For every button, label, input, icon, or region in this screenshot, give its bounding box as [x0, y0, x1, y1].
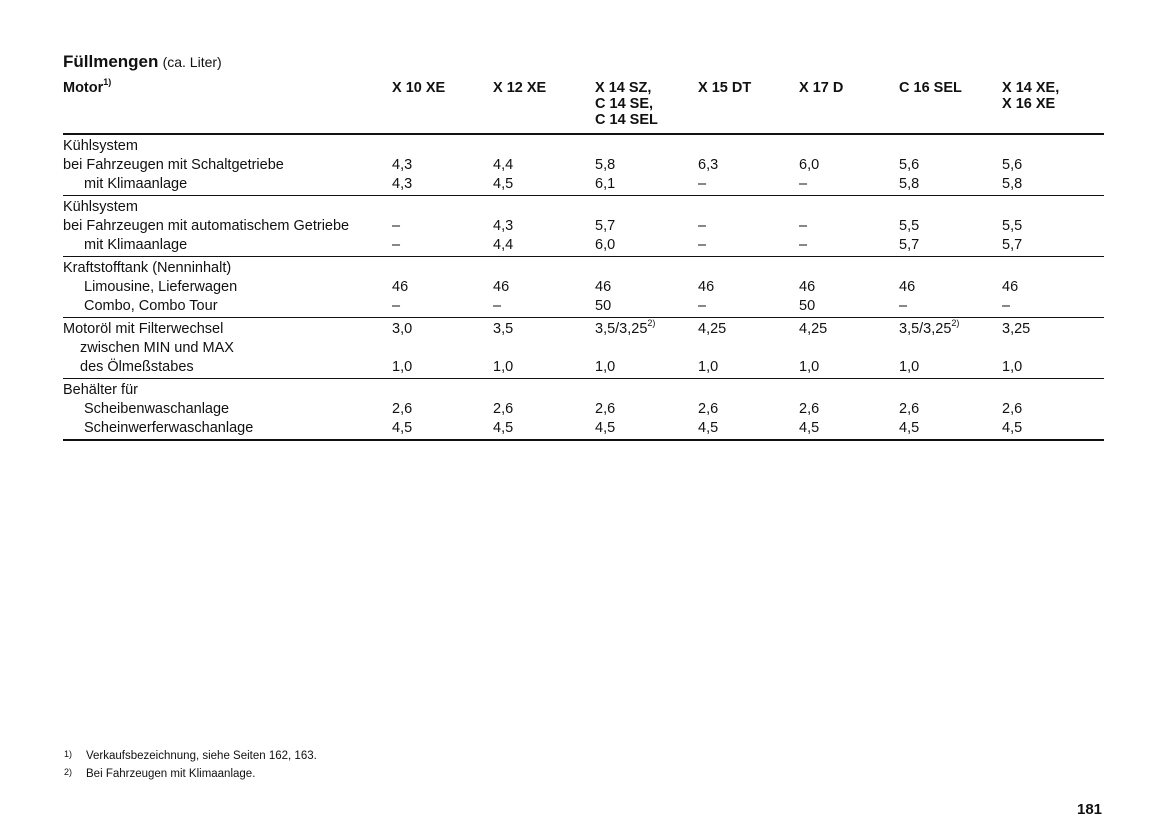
- footnote-ref: 2): [951, 318, 960, 329]
- table-cell: [799, 419, 899, 440]
- table-cell: [799, 236, 899, 257]
- motor-header: [63, 77, 392, 134]
- header-row: [63, 80, 1104, 134]
- table-row: [63, 339, 1104, 358]
- cell-value: 1,0: [1002, 359, 1023, 375]
- table-group: [63, 196, 1104, 257]
- engine-column-header: [1002, 80, 1104, 134]
- table-cell: [1002, 297, 1104, 318]
- row-label: Kühlsystem: [63, 138, 138, 154]
- table-cell: [392, 318, 493, 340]
- table-cell: [493, 217, 595, 236]
- table-cell: [698, 156, 799, 175]
- table-cell: [392, 217, 493, 236]
- cell-value: 3,5: [493, 321, 514, 337]
- table-cell: [392, 196, 493, 218]
- table-cell: [493, 339, 595, 358]
- cell-value: 1,0: [698, 359, 719, 375]
- table-cell: [698, 134, 799, 156]
- table-cell: [595, 400, 698, 419]
- engine-code: C 16 SEL: [899, 80, 962, 96]
- cell-value: 1,0: [595, 359, 616, 375]
- table-header: [63, 77, 1104, 134]
- cell-value: 5,6: [899, 157, 920, 173]
- cell-value: 4,5: [493, 176, 514, 192]
- table-cell: [698, 257, 799, 279]
- cell-value: 4,25: [698, 321, 727, 337]
- table-cell: [392, 134, 493, 156]
- table-cell: [698, 236, 799, 257]
- cell-value: 4,4: [493, 237, 514, 253]
- table-cell: [799, 379, 899, 401]
- footnote-text: Verkaufsbezeichnung, siehe Seiten 162, 163.: [86, 750, 317, 762]
- row-label: Kühlsystem: [63, 199, 138, 215]
- footnote-mark: 2): [64, 767, 73, 777]
- row-label: Behälter für: [63, 382, 138, 398]
- cell-value: 4,5: [698, 420, 719, 436]
- footnotes: [64, 746, 317, 782]
- cell-value: 4,5: [799, 420, 820, 436]
- engine-code: X 17 D: [799, 80, 844, 96]
- table-cell: [698, 318, 799, 340]
- table-cell: [493, 318, 595, 340]
- cell-value: 3,25: [1002, 321, 1031, 337]
- cell-value: 1,0: [493, 359, 514, 375]
- cell-value: 4,5: [1002, 420, 1023, 436]
- table-cell: [595, 419, 698, 440]
- table-row: [63, 278, 1104, 297]
- footnote-text: Bei Fahrzeugen mit Klimaanlage.: [86, 768, 256, 780]
- table-cell: [698, 278, 799, 297]
- table-cell: [899, 318, 1002, 340]
- table-cell: [1002, 318, 1104, 340]
- table-row: [63, 358, 1104, 379]
- cell-value: –: [493, 298, 502, 314]
- table-cell: [595, 196, 698, 218]
- cell-value: 5,8: [899, 176, 920, 192]
- page-number: 181: [1077, 801, 1103, 818]
- row-label: Scheinwerferwaschanlage: [84, 420, 254, 436]
- cell-value: 5,6: [1002, 157, 1023, 173]
- table-cell: [799, 278, 899, 297]
- table-row: [63, 257, 1104, 279]
- cell-value: 6,0: [595, 237, 616, 253]
- table-cell: [1002, 278, 1104, 297]
- table-cell: [392, 257, 493, 279]
- table-group: [63, 257, 1104, 318]
- table-cell: [899, 400, 1002, 419]
- cell-value: –: [698, 237, 707, 253]
- cell-value: 2,6: [392, 401, 413, 417]
- cell-value: 46: [493, 279, 510, 295]
- cell-value: 5,5: [899, 218, 920, 234]
- cell-value: 1,0: [392, 359, 413, 375]
- cell-value: –: [392, 218, 401, 234]
- engine-column-header: [799, 80, 899, 134]
- table-cell: [595, 297, 698, 318]
- cell-value: 3,0: [392, 321, 413, 337]
- table-cell: [698, 297, 799, 318]
- table-cell: [698, 419, 799, 440]
- engine-code: X 10 XE: [392, 80, 446, 96]
- cell-value: 4,5: [392, 420, 413, 436]
- table-row: [63, 196, 1104, 218]
- table-cell: [899, 358, 1002, 379]
- row-label: bei Fahrzeugen mit Schaltgetriebe: [63, 157, 284, 173]
- table-row: [63, 297, 1104, 318]
- cell-value: 5,5: [1002, 218, 1023, 234]
- table-cell: [595, 175, 698, 196]
- table-group: [63, 379, 1104, 441]
- engine-column-header: [493, 80, 595, 134]
- cell-value: –: [899, 298, 908, 314]
- cell-value: 4,5: [595, 420, 616, 436]
- table-cell: [1002, 339, 1104, 358]
- cell-value: 2,6: [799, 401, 820, 417]
- cell-value: 2,6: [493, 401, 514, 417]
- table-cell: [392, 339, 493, 358]
- fill-quantities-table: [63, 77, 1104, 441]
- table-cell: [1002, 379, 1104, 401]
- table-cell: [799, 175, 899, 196]
- table-cell: [392, 379, 493, 401]
- table-cell: [799, 257, 899, 279]
- cell-value: 5,7: [899, 237, 920, 253]
- cell-value: 46: [595, 279, 612, 295]
- table-cell: [1002, 236, 1104, 257]
- table-cell: [595, 318, 698, 340]
- row-label: Limousine, Lieferwagen: [84, 279, 238, 295]
- cell-value: –: [1002, 298, 1011, 314]
- table-cell: [799, 358, 899, 379]
- cell-value: –: [698, 176, 707, 192]
- table-cell: [899, 217, 1002, 236]
- table-cell: [698, 358, 799, 379]
- row-label: des Ölmeßstabes: [80, 359, 194, 375]
- table-row: [63, 175, 1104, 196]
- cell-value: –: [799, 176, 808, 192]
- table-cell: [698, 379, 799, 401]
- table-cell: [899, 236, 1002, 257]
- cell-value: 46: [698, 279, 715, 295]
- table-cell: [1002, 175, 1104, 196]
- table-cell: [493, 156, 595, 175]
- row-label: Kraftstofftank (Nenninhalt): [63, 260, 232, 276]
- table-cell: [595, 278, 698, 297]
- cell-value: 1,0: [899, 359, 920, 375]
- table-cell: [595, 236, 698, 257]
- cell-value: 46: [799, 279, 816, 295]
- table-cell: [1002, 217, 1104, 236]
- cell-value: 2,6: [899, 401, 920, 417]
- table-cell: [595, 156, 698, 175]
- table-cell: [595, 134, 698, 156]
- table-cell: [799, 339, 899, 358]
- cell-value: 2,6: [595, 401, 616, 417]
- engine-code: X 12 XE: [493, 80, 547, 96]
- table-cell: [698, 196, 799, 218]
- cell-value: 50: [799, 298, 816, 314]
- cell-value: 3,5/3,25: [899, 321, 952, 337]
- cell-value: –: [392, 298, 401, 314]
- cell-value: –: [799, 237, 808, 253]
- table-cell: [799, 400, 899, 419]
- table-cell: [899, 257, 1002, 279]
- cell-value: 4,3: [493, 218, 514, 234]
- row-label: zwischen MIN und MAX: [80, 340, 234, 356]
- table-cell: [1002, 257, 1104, 279]
- table-cell: [392, 278, 493, 297]
- table-cell: [899, 419, 1002, 440]
- table-cell: [698, 339, 799, 358]
- engine-column-header: [392, 80, 493, 134]
- footnote-1: [64, 746, 317, 764]
- table-cell: [899, 156, 1002, 175]
- table-cell: [595, 217, 698, 236]
- table-row: [63, 156, 1104, 175]
- cell-value: 46: [392, 279, 409, 295]
- engine-column-header: [698, 80, 799, 134]
- table-row: [63, 318, 1104, 340]
- table-cell: [595, 257, 698, 279]
- table-cell: [799, 217, 899, 236]
- cell-value: –: [698, 218, 707, 234]
- table-group: [63, 134, 1104, 196]
- cell-value: 2,6: [1002, 401, 1023, 417]
- table-cell: [493, 379, 595, 401]
- table-cell: [493, 419, 595, 440]
- cell-value: 4,3: [392, 157, 413, 173]
- table-cell: [392, 156, 493, 175]
- table-cell: [899, 175, 1002, 196]
- table-row: [63, 379, 1104, 401]
- cell-value: 4,3: [392, 176, 413, 192]
- footnote-ref: 2): [647, 318, 656, 329]
- engine-code: C 14 SE,: [595, 96, 654, 112]
- table-cell: [899, 134, 1002, 156]
- cell-value: 5,8: [595, 157, 616, 173]
- table-row: [63, 236, 1104, 257]
- cell-value: 5,8: [1002, 176, 1023, 192]
- table-cell: [392, 400, 493, 419]
- table-cell: [899, 339, 1002, 358]
- table-cell: [493, 196, 595, 218]
- table-cell: [493, 358, 595, 379]
- table-cell: [899, 297, 1002, 318]
- table-cell: [698, 400, 799, 419]
- footnote-2: [64, 764, 317, 782]
- table-cell: [799, 196, 899, 218]
- title-sub: (ca. Liter): [162, 54, 222, 70]
- cell-value: 4,25: [799, 321, 828, 337]
- table-cell: [392, 175, 493, 196]
- row-label: bei Fahrzeugen mit automatischem Getriebe: [63, 218, 350, 234]
- table-cell: [392, 236, 493, 257]
- engine-code: X 14 XE,: [1002, 80, 1060, 96]
- cell-value: 6,1: [595, 176, 616, 192]
- table-cell: [799, 156, 899, 175]
- footnote-mark: 1): [64, 749, 73, 759]
- cell-value: 5,7: [595, 218, 616, 234]
- table-cell: [493, 297, 595, 318]
- cell-value: 3,5/3,25: [595, 321, 648, 337]
- cell-value: 2,6: [698, 401, 719, 417]
- cell-value: –: [392, 237, 401, 253]
- table-cell: [595, 339, 698, 358]
- engine-code: X 14 SZ,: [595, 80, 652, 96]
- table-cell: [1002, 196, 1104, 218]
- table-cell: [392, 358, 493, 379]
- table-cell: [493, 134, 595, 156]
- table-cell: [493, 236, 595, 257]
- table-cell: [799, 134, 899, 156]
- table-cell: [1002, 419, 1104, 440]
- page-title: [63, 52, 222, 72]
- cell-value: 6,0: [799, 157, 820, 173]
- engine-column-header: [899, 80, 1002, 134]
- table-cell: [595, 358, 698, 379]
- table-row: [63, 134, 1104, 156]
- row-label: mit Klimaanlage: [84, 237, 188, 253]
- table-cell: [899, 278, 1002, 297]
- table-cell: [698, 217, 799, 236]
- cell-value: 50: [595, 298, 612, 314]
- engine-code: X 15 DT: [698, 80, 752, 96]
- footnote-ref: 1): [103, 77, 112, 88]
- table-cell: [392, 419, 493, 440]
- table-cell: [799, 297, 899, 318]
- cell-value: 4,5: [899, 420, 920, 436]
- cell-value: –: [799, 218, 808, 234]
- engine-code: C 14 SEL: [595, 112, 658, 128]
- table-cell: [493, 400, 595, 419]
- row-label: Scheibenwaschanlage: [84, 401, 230, 417]
- table-cell: [799, 318, 899, 340]
- table-row: [63, 400, 1104, 419]
- row-label: mit Klimaanlage: [84, 176, 188, 192]
- table-cell: [493, 257, 595, 279]
- cell-value: 1,0: [799, 359, 820, 375]
- cell-value: 6,3: [698, 157, 719, 173]
- table-cell: [1002, 400, 1104, 419]
- cell-value: 4,4: [493, 157, 514, 173]
- table-cell: [1002, 134, 1104, 156]
- cell-value: 46: [899, 279, 916, 295]
- table-cell: [392, 297, 493, 318]
- cell-value: 4,5: [493, 420, 514, 436]
- cell-value: 5,7: [1002, 237, 1023, 253]
- engine-column-header: [595, 80, 698, 134]
- cell-value: –: [698, 298, 707, 314]
- table-group: [63, 318, 1104, 379]
- table-row: [63, 419, 1104, 440]
- table-cell: [698, 175, 799, 196]
- engine-code: X 16 XE: [1002, 96, 1056, 112]
- table-cell: [493, 278, 595, 297]
- row-label: Combo, Combo Tour: [84, 298, 218, 314]
- table-cell: [595, 379, 698, 401]
- table-cell: [899, 196, 1002, 218]
- table-row: [63, 217, 1104, 236]
- table-cell: [1002, 156, 1104, 175]
- title-main: Füllmengen: [63, 52, 159, 71]
- motor-label: Motor: [63, 80, 104, 96]
- cell-value: 46: [1002, 279, 1019, 295]
- table-cell: [493, 175, 595, 196]
- table-cell: [899, 379, 1002, 401]
- row-label: Motoröl mit Filterwechsel: [63, 321, 224, 337]
- table-cell: [1002, 358, 1104, 379]
